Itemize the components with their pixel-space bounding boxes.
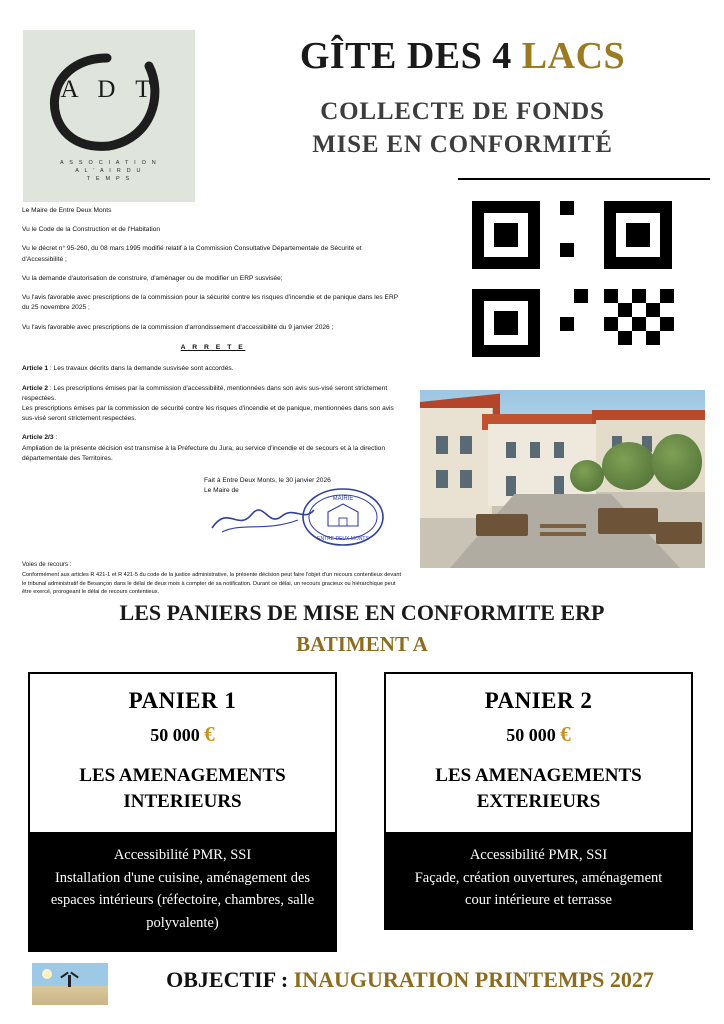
decree-line-6: Vu l'avis favorable avec prescriptions de la commission d'arrondissement d'accessibilité du 9 janvier 2026 ; [22, 323, 334, 331]
basket-2-type-line-2: EXTERIEURS [476, 790, 601, 812]
page-title [215, 34, 710, 78]
logo-sub-2: A L ' A I R D U [75, 168, 143, 174]
decree-line-1: Le Maire de Entre Deux Monts [22, 207, 112, 214]
svg-text:ENTRE DEUX MONTS: ENTRE DEUX MONTS [317, 535, 369, 542]
basket-1-head [30, 674, 335, 832]
decree-line-3: Vu le décret n° 95-260, du 08 mars 1995 modifié relatif à la Commission Consultative Départementale de Sécurité et d'Accessibilité ; [22, 245, 362, 263]
euro-icon: € [560, 722, 571, 746]
basket-1-type [40, 763, 325, 814]
page-title-part-2: LACS [521, 35, 626, 77]
basket-1-type-line-2: INTERIEURS [123, 790, 242, 812]
basket-card-1 [28, 672, 337, 952]
objective-value: INAUGURATION PRINTEMPS 2027 [293, 967, 654, 992]
svg-text:MAIRIE: MAIRIE [332, 495, 354, 502]
basket-2-desc-line-3: cour intérieure et terrasse [465, 892, 612, 909]
basket-1-desc-line-2: Installation d'une cuisine, aménagement des [54, 869, 311, 886]
basket-2-type-line-1: LES AMENAGEMENTS [435, 765, 642, 786]
basket-2-head [386, 674, 691, 832]
decree-line-4: Vu la demande d'autorisation de construire, d'aménager ou de modifier un ERP susvisée; [22, 274, 283, 282]
recours-title: Voies de recours : [22, 560, 72, 568]
basket-1-type-line-1: LES AMENAGEMENTS [79, 765, 286, 786]
recours-text: Conformément aux articles R 421-1 et R 421-5 du code de la justice administrative, la présente décision peut faire l'objet d'un recours contentieux devant le tribunal administratif de Besançon dans le délai de deux mois à compter de sa notification. Durant ce délai, un recours gracieux ou hiérarchique peut être exercé, prorogeant le délai de recours contentieux. [22, 572, 401, 595]
article-1-text: : Les travaux décrits dans la demande susvisée sont accordés. [48, 365, 234, 373]
decree-document [22, 206, 404, 596]
celebration-photo [32, 963, 108, 1005]
article-1-label: Article 1 [22, 365, 49, 373]
article-23-body: Ampliation de la présente décision est transmise à la Préfecture du Jura, au service d'incendie et de secours et à la direction départementale des Territoires. [22, 444, 386, 462]
logo-letters: A D T [60, 76, 158, 103]
basket-1-amount [40, 722, 325, 747]
article-23-label: Article 2/3 [22, 434, 54, 442]
signature-role: Le Maire de [204, 486, 239, 494]
decree-article-23 [22, 433, 404, 464]
qr-code[interactable] [457, 186, 711, 371]
gite-courtyard-photo [420, 390, 705, 568]
page-subtitle-2: MISE EN CONFORMITÉ [312, 131, 613, 158]
logo-sub-3: T E M P S [86, 176, 132, 182]
basket-2-name: PANIER 2 [484, 688, 593, 713]
basket-2-description [386, 832, 691, 927]
baskets-title: LES PANIERS DE MISE EN CONFORMITE ERP [119, 600, 605, 625]
basket-2-desc-line-1: Accessibilité PMR, SSI [469, 847, 608, 864]
objective-text [110, 967, 710, 993]
decree-line-5: Vu l'avis favorable avec prescriptions de la commission pour la sécurité contre les risques d'incendie et de panique dans les ERP du 25 novembre 2025 ; [22, 294, 398, 312]
basket-2-amount-value: 50 000 [506, 725, 556, 745]
basket-1-name: PANIER 1 [128, 688, 237, 713]
basket-2-type [396, 763, 681, 814]
basket-1-amount-value: 50 000 [150, 725, 200, 745]
article-2-text: : Les prescriptions émises par la commission d'accessibilité, mentionnées dans son avis sus-visé seront strictement respectées. [22, 384, 388, 402]
decree-line-2: Vu le Code de la Construction et de l'Habitation [22, 226, 161, 234]
basket-1-desc-line-3: espaces intérieurs (réfectoire, chambres, salle [50, 892, 315, 909]
article-2-text-2: Les prescriptions émises par la commission de sécurité contre les risques d'incendie et de panique, mentionnées dans son avis sus-visé seront strictement respectées. [22, 404, 394, 423]
page-subtitle-1: COLLECTE DE FONDS [320, 98, 605, 125]
basket-card-2 [384, 672, 693, 930]
signature-place: Fait à Entre Deux Monts, le 30 janvier 2026 [204, 477, 331, 485]
article-2-label: Article 2 [22, 384, 49, 392]
euro-icon: € [204, 722, 215, 746]
baskets-subtitle: BATIMENT A [296, 632, 428, 656]
article-23-text: : [53, 434, 58, 442]
logo-sub-1: A S S O C I A T I O N [60, 160, 158, 166]
page-title-part-1: GÎTE DES 4 [299, 35, 522, 77]
basket-2-amount [396, 722, 681, 747]
logo-circle-icon [45, 50, 173, 158]
basket-2-desc-line-2: Façade, création ouvertures, aménagement [414, 869, 663, 886]
objective-label: OBJECTIF : [166, 967, 294, 992]
basket-1-desc-line-4: polyvalente) [146, 914, 219, 931]
basket-1-desc-line-1: Accessibilité PMR, SSI [113, 847, 252, 864]
basket-1-description [30, 832, 335, 950]
header-divider [458, 178, 710, 180]
mairie-stamp [300, 486, 386, 548]
decree-article-1 [22, 364, 404, 374]
adt-logo [23, 30, 195, 202]
decree-arrete-heading: A R R E T E [180, 343, 246, 351]
page-header [0, 18, 724, 188]
decree-article-2 [22, 384, 404, 425]
stamp-area [22, 495, 404, 556]
